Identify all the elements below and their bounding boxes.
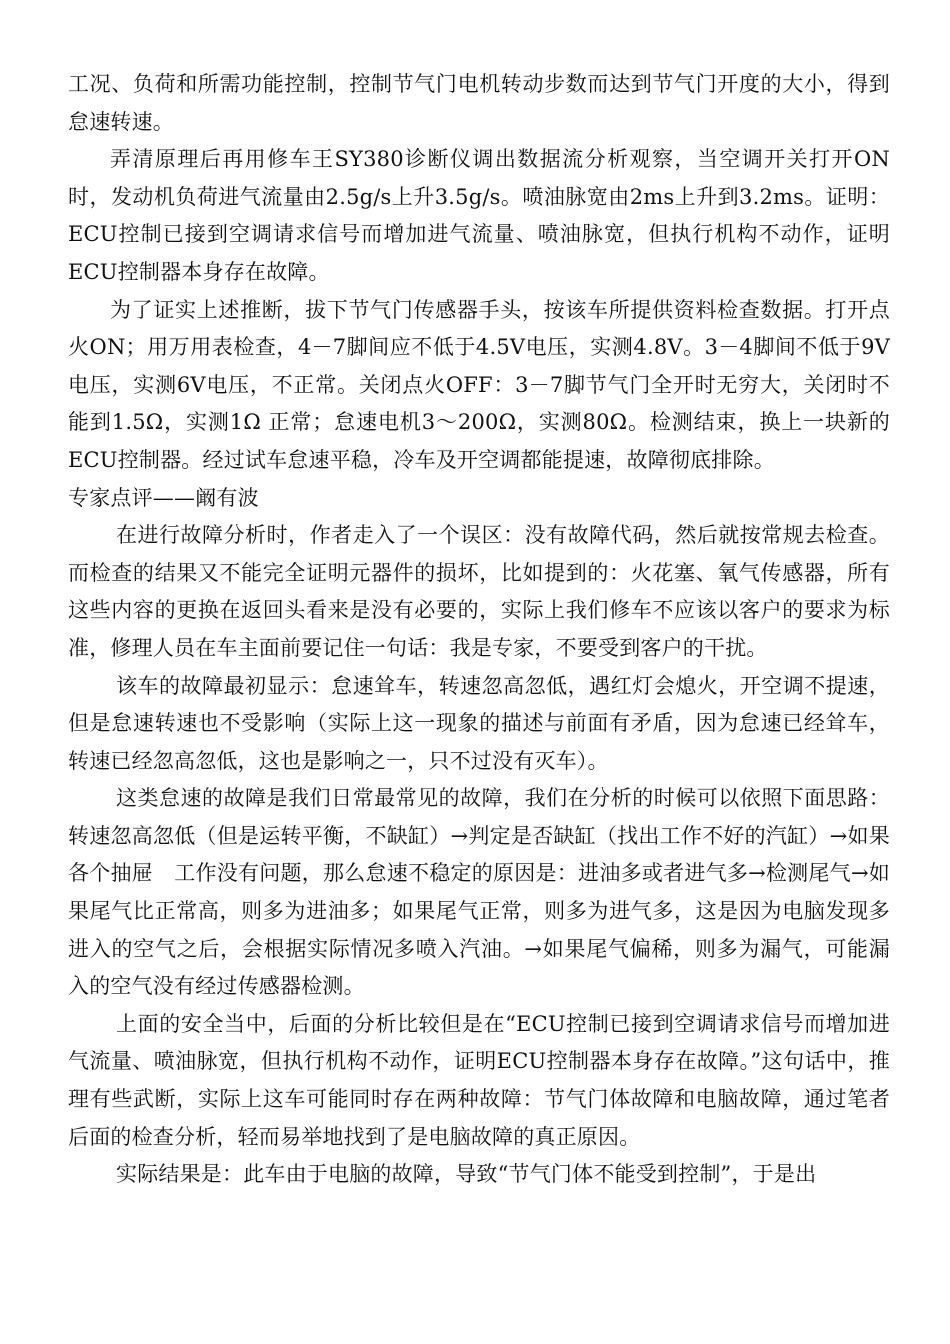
section-heading-expert-comment: 专家点评——阚有波 bbox=[68, 485, 259, 510]
paragraph-idle-fault-approach: 这类怠速的故障是我们日常最常见的故障，我们在分析的时候可以依照下面思路：转速忽高忽低（但是运转平衡，不缺缸）→判定是否缺缸（找出工作不好的汽缸）→如果各个抽屉 工作没有问题，那么怠速不稳定的原因是：进油多或者进气多→检测尾气→如果尾气比正常高，则多为进油多；如果尾气正常，则多为进气多，这是因为电脑发现多进入的空气之后，会根据实际情况多喷入汽油。→如果尾气偏稀，则多为漏气，可能漏入的空气没有经过传感器检测。 bbox=[68, 786, 890, 999]
paragraph-diagnosis-data: 弄清原理后再用修车王SY380诊断仪调出数据流分析观察，当空调开关打开ON时，发动机负荷进气流量由2.5g/s上升3.5g/s。喷油脉宽由2ms上升到3.2ms。证明：ECU控制已接到空调请求信号而增加进气流量、喷油脉宽，但执行机构不动作，证明ECU控制器本身存在故障。 bbox=[68, 147, 890, 284]
document-page bbox=[68, 66, 890, 1194]
paragraph-reasoning-critique: 上面的安全当中，后面的分析比较但是在“ECU控制已接到空调请求信号而增加进气流量、喷油脉宽，但执行机构不动作，证明ECU控制器本身存在故障。”这句话中，推理有些武断，实际上这车可能同时存在两种故障：节气门体故障和电脑故障，通过笔者后面的检查分析，轻而易举地找到了是电脑故障的真正原因。 bbox=[68, 1011, 890, 1149]
paragraph-analysis-misstep: 在进行故障分析时，作者走入了一个误区：没有故障代码，然后就按常规去检查。而检查的结果又不能完全证明元器件的损坏，比如提到的：火花塞、氧气传感器，所有这些内容的更换在返回头看来是没有必要的，实际上我们修车不应该以客户的要求为标准，修理人员在车主面前要记住一句话：我是专家，不要受到客户的干扰。 bbox=[68, 523, 890, 660]
paragraph-continuation: 工况、负荷和所需功能控制，控制节气门电机转动步数而达到节气门开度的大小，得到怠速转速。 bbox=[68, 72, 890, 134]
paragraph-initial-symptoms: 该车的故障最初显示：怠速耸车，转速忽高忽低，遇红灯会熄火，开空调不提速，但是怠速转速也不受影响（实际上这一现象的描述与前面有矛盾，因为怠速已经耸车，转速已经忽高忽低，这也是影响之一，只不过没有灭车）。 bbox=[68, 673, 890, 773]
paragraph-verification: 为了证实上述推断，拔下节气门传感器手头，按该车所提供资料检查数据。打开点火ON；用万用表检查，4－7脚间应不低于4.5V电压，实测4.8V。3－4脚间不低于9V电压，实测6V电压，不正常。关闭点火OFF：3－7脚节气门全开时无穷大，关闭时不能到1.5Ω，实测1Ω 正常；怠速电机3～200Ω，实测80Ω。检测结束，换上一块新的ECU控制器。经过试车怠速平稳，冷车及开空调都能提速，故障彻底排除。 bbox=[68, 297, 890, 472]
paragraph-actual-result: 实际结果是：此车由于电脑的故障，导致“节气门体不能受到控制”，于是出 bbox=[116, 1162, 817, 1187]
